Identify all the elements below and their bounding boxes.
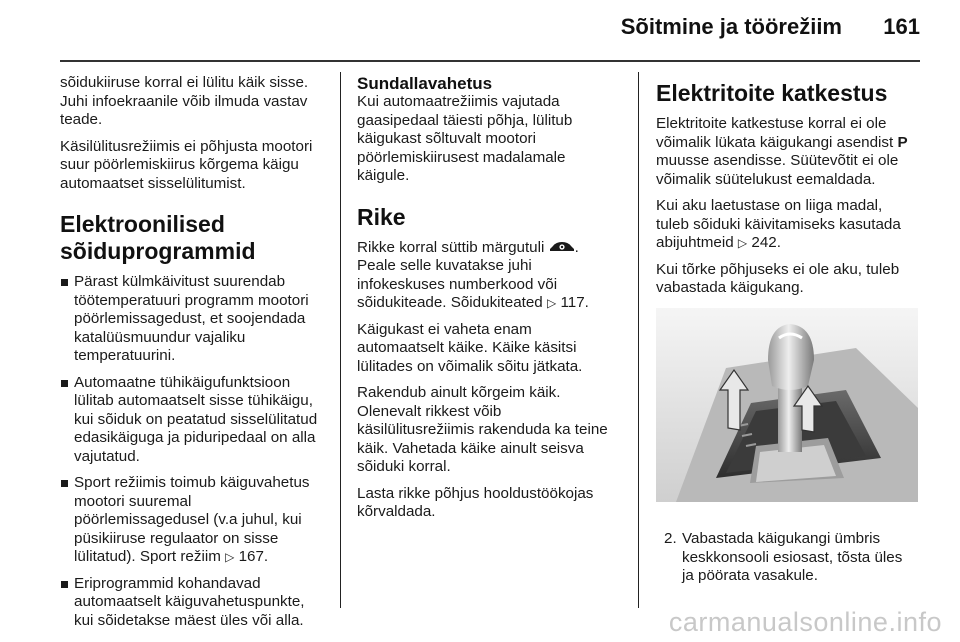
gear-shifter-illustration <box>656 308 918 502</box>
paragraph <box>357 239 615 313</box>
bullet-list <box>60 273 325 630</box>
page-reference-link[interactable]: 117. <box>560 294 589 311</box>
paragraph: Lasta rikke põhjus hooldustöökojas kõrvaldada. <box>357 484 594 520</box>
reference-arrow-icon: ▷ <box>547 296 557 310</box>
paragraph-text: Kui aku laetustase on liiga madal, tuleb sõiduki käivitamiseks kasutada abijuhtmeid <box>656 197 901 251</box>
paragraph-text: . Peale selle kuvatakse juhi infokeskuses numberkood või sõidukiteade. Sõidukiteated <box>357 238 579 311</box>
column-3-continued <box>656 530 918 594</box>
section-heading-power-failure: Elektritoite katkestus <box>656 80 888 106</box>
step-item <box>656 530 918 586</box>
page-reference-link[interactable]: 242. <box>751 234 781 251</box>
step-list <box>656 530 918 586</box>
paragraph <box>656 115 918 189</box>
column-1 <box>60 74 325 638</box>
car-gearbox-warning-icon <box>549 241 575 253</box>
paragraph: Käigukast ei vaheta enam automaatselt käike. Käike käsitsi lülitades on võimalik sõitu jätkata. <box>357 320 583 375</box>
list-item: Pärast külmkäivitust suurendab töötemperatuuri programm mootori pöörlemissagedust, et soojendada katalüüsmuundur vajaliku temperatuurini. <box>60 273 325 366</box>
reference-arrow-icon: ▷ <box>225 550 235 564</box>
step-number: 2. <box>664 530 677 547</box>
paragraph: Kui automaatrežiimis vajutada gaasipedaal täiesti põhja, lülitub käigukast sõltuvalt mootori pöörlemiskiirusest madalamale käigule. <box>357 93 573 184</box>
paragraph: sõidukiiruse korral ei lülitu käik sisse. Juhi infoekraanile võib ilmuda vastav teade. <box>60 74 309 128</box>
page-title: Sõitmine ja töörežiim <box>620 14 842 39</box>
step-text: Vabastada käigukangi ümbris keskkonsooli esiosast, tõsta üles ja pöörata vasakule. <box>682 530 903 584</box>
paragraph: Käsilülitusrežiimis ei põhjusta mootori suur pöörlemiskiirus kõrgema käigu automaatset sisselülitumist. <box>60 137 313 192</box>
gear-shifter-drawing <box>656 308 918 502</box>
reference-arrow-icon: ▷ <box>737 236 748 250</box>
section-heading-fault: Rike <box>357 203 406 230</box>
list-item-text: Sport režiimis toimub käiguvahetus mootori suuremal pöörlemissagedusel (v.a juhul, kui püsikiiruse regulaator on sisse lülitatud). Sport režiim <box>74 474 310 565</box>
list-item <box>60 474 325 567</box>
section-heading-electronic-programs: Elektroonilised sõiduprogrammid <box>60 211 256 264</box>
paragraph: Rakendub ainult kõrgeim käik. Olenevalt rikkest võib käsilülitusrežiimis rakenduda ka teine käik. Vahetada käike ainult seisva sõiduki korral. <box>357 384 608 475</box>
column-divider <box>340 72 341 608</box>
list-item: Eriprogrammid kohandavad automaatselt käiguvahetuspunkte, kui sõidetakse mäest üles või alla. <box>60 575 325 631</box>
header-divider <box>60 60 920 62</box>
column-3 <box>656 74 918 332</box>
column-divider <box>638 72 639 608</box>
watermark: carmanualsonline.info <box>668 607 942 637</box>
page-header <box>0 0 960 60</box>
page-number: 161 <box>883 14 920 39</box>
paragraph-text: Elektritoite katkestuse korral ei ole võimalik lükata käigukangi asendist <box>656 115 894 151</box>
paragraph-text: Rikke korral süttib märgutuli <box>357 238 545 256</box>
column-2 <box>357 74 615 530</box>
paragraph <box>656 197 918 253</box>
section-heading-kickdown: Sundallavahetus <box>357 74 493 93</box>
paragraph-text: muusse asendisse. Süütevõtit ei ole võimalik süütelukust eemaldada. <box>656 152 899 188</box>
paragraph: Kui tõrke põhjuseks ei ole aku, tuleb vabastada käigukang. <box>656 260 900 296</box>
page-reference-link[interactable]: 167. <box>238 548 269 565</box>
gear-position-p: P <box>897 133 908 151</box>
list-item: Automaatne tühikäigufunktsioon lülitab automaatselt sisse tühikäigu, kui sõiduk on peatatud sisselülitatud edasikäiguga ja piduripedaal on alla vajutatud. <box>60 374 325 467</box>
